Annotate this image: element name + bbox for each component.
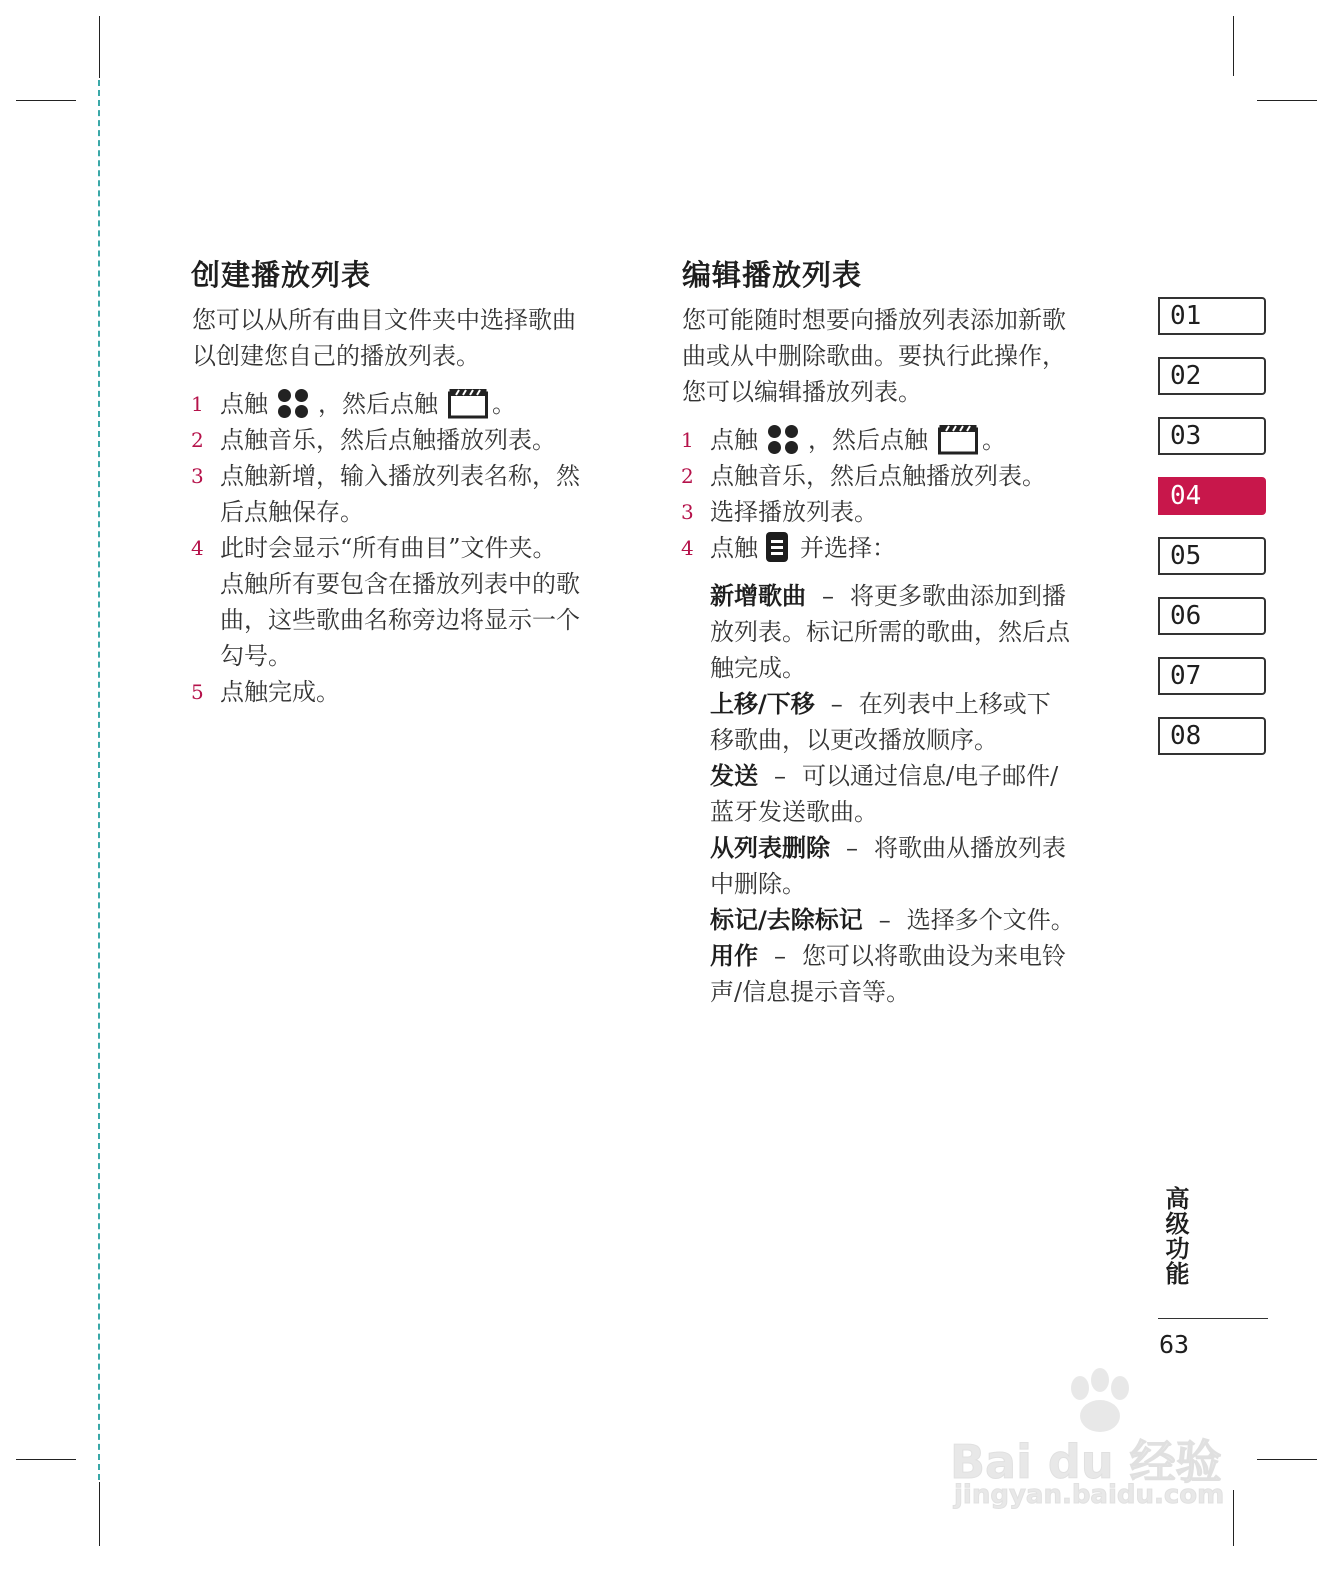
baidu-watermark <box>940 1368 1270 1518</box>
crop-mark <box>99 16 100 78</box>
step-item: 2 点触音乐，然后点触播放列表。 <box>681 462 1046 490</box>
option-item: 从列表删除 – 将歌曲从播放列表 中删除。 <box>710 834 1066 898</box>
page-number: 63 <box>1159 1330 1190 1359</box>
chapter-tab-03[interactable]: 03 <box>1158 417 1266 455</box>
step-item: 3 点触新增，输入播放列表名称，然 后点触保存。 <box>191 462 580 526</box>
apps-grid-icon <box>766 424 800 454</box>
menu-icon <box>766 532 788 562</box>
edit-playlist-steps <box>681 422 1141 566</box>
apps-grid-icon <box>276 388 310 418</box>
chapter-tab-05[interactable]: 05 <box>1158 537 1266 575</box>
create-playlist-intro: 您可以从所有曲目文件夹中选择歌曲 以创建您自己的播放列表。 <box>192 306 576 370</box>
fold-line <box>98 80 100 1480</box>
edit-playlist-intro: 您可能随时想要向播放列表添加新歌 曲或从中删除歌曲。要执行此操作， 您可以编辑播放列表。 <box>682 306 1066 406</box>
chapter-tab-01[interactable]: 01 <box>1158 297 1266 335</box>
crop-mark <box>1257 100 1317 101</box>
step-item: 2 点触音乐，然后点触播放列表。 <box>191 426 556 454</box>
create-playlist-steps <box>191 386 651 710</box>
option-item: 发送 – 可以通过信息/电子邮件/ 蓝牙发送歌曲。 <box>710 762 1059 826</box>
edit-options <box>710 578 1140 1010</box>
step-item: 3 选择播放列表。 <box>681 498 878 526</box>
crop-mark <box>16 100 76 101</box>
section-title-create-playlist: 创建播放列表 <box>191 258 372 292</box>
crop-mark <box>16 1459 76 1460</box>
step-item: 1 点触 ，然后点触 。 <box>681 422 1141 458</box>
option-item: 新增歌曲 – 将更多歌曲添加到播 放列表。标记所需的歌曲，然后点 触完成。 <box>710 582 1070 682</box>
page-divider <box>1158 1318 1268 1319</box>
music-clapper-icon <box>448 387 488 419</box>
chapter-tab-07[interactable]: 07 <box>1158 657 1266 695</box>
step-item: 1 点触 ，然后点触 。 <box>191 386 651 422</box>
music-clapper-icon <box>938 423 978 455</box>
step-item: 4 点触 并选择： <box>681 534 896 562</box>
crop-mark <box>1233 16 1234 76</box>
step-item: 4 此时会显示“所有曲目”文件夹。 点触所有要包含在播放列表中的歌 曲，这些歌曲名称旁边将显示一个 勾号。 <box>191 534 580 670</box>
option-item: 上移/下移 – 在列表中上移或下 移歌曲，以更改播放顺序。 <box>710 690 1051 754</box>
step-item: 5 点触完成。 <box>191 678 340 706</box>
section-title-edit-playlist: 编辑播放列表 <box>682 258 863 292</box>
chapter-title: 高级功能 <box>1161 1186 1189 1286</box>
chapter-tab-06[interactable]: 06 <box>1158 597 1266 635</box>
option-item: 用作 – 您可以将歌曲设为来电铃 声/信息提示音等。 <box>710 942 1066 1006</box>
option-item: 标记/去除标记 – 选择多个文件。 <box>710 906 1075 934</box>
watermark-brand: Bai du 经验 <box>950 1435 1222 1489</box>
chapter-tab-04-active[interactable]: 04 <box>1158 477 1266 515</box>
watermark-url: jingyan.baidu.com <box>954 1480 1225 1510</box>
chapter-tab-08[interactable]: 08 <box>1158 717 1266 755</box>
chapter-tab-02[interactable]: 02 <box>1158 357 1266 395</box>
crop-mark <box>99 1482 100 1546</box>
